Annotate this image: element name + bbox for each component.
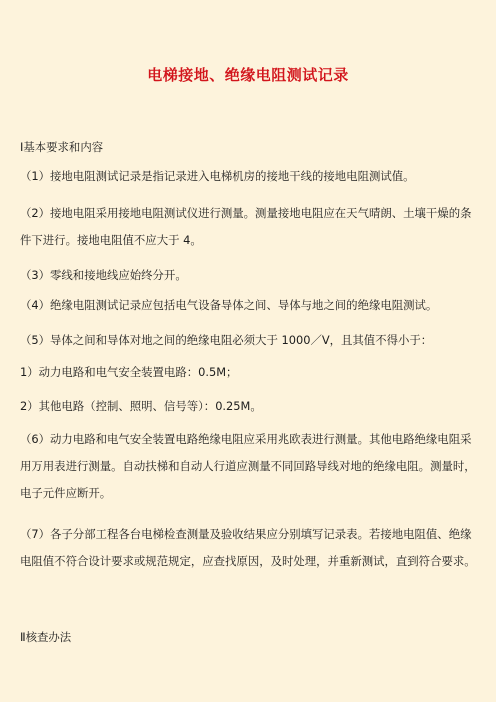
paragraph-item-2: （2）接地电阻采用接地电阻测试仪进行测量。测量接地电阻应在天气晴朗、土壤干燥的条件下进行。接地电阻值不应大于 4。	[20, 206, 472, 247]
paragraph-item-7: （7）各子分部工程各台电梯检查测量及验收结果应分别填写记录表。若接地电阻值、绝缘电阻值不符合设计要求或规范规定，应查找原因，及时处理，并重新测试，直到符合要求。	[20, 527, 476, 568]
paragraph-subitem-2: 2）其他电路（控制、照明、信号等）：0.25M。	[20, 399, 262, 413]
section-heading-basic-requirements: Ⅰ基本要求和内容	[20, 140, 104, 154]
paragraph-item-3: （3）零线和接地线应始终分开。	[20, 268, 187, 282]
paragraph-subitem-1: 1）动力电路和电气安全装置电路：0.5M；	[20, 365, 238, 379]
paragraph-item-5: （5）导体之间和导体对地之间的绝缘电阻必须大于 1000／V，且其值不得小于：	[20, 333, 433, 347]
paragraph-item-1: （1）接地电阻测试记录是指记录进入电梯机房的接地干线的接地电阻测试值。	[20, 169, 415, 183]
document-title: 电梯接地、绝缘电阻测试记录	[147, 66, 349, 84]
paragraph-item-6: （6）动力电路和电气安全装置电路绝缘电阻应采用兆欧表进行测量。其他电路绝缘电阻采用万用表进行测量。自动扶梯和自动人行道应测量不同回路导线对地的绝缘电阻。测量时，电子元件应断开。	[20, 432, 476, 500]
section-heading-verification-method: Ⅱ核查办法	[20, 630, 72, 644]
paragraph-item-4: （4）绝缘电阻测试记录应包括电气设备导体之间、导体与地之间的绝缘电阻测试。	[20, 298, 438, 312]
